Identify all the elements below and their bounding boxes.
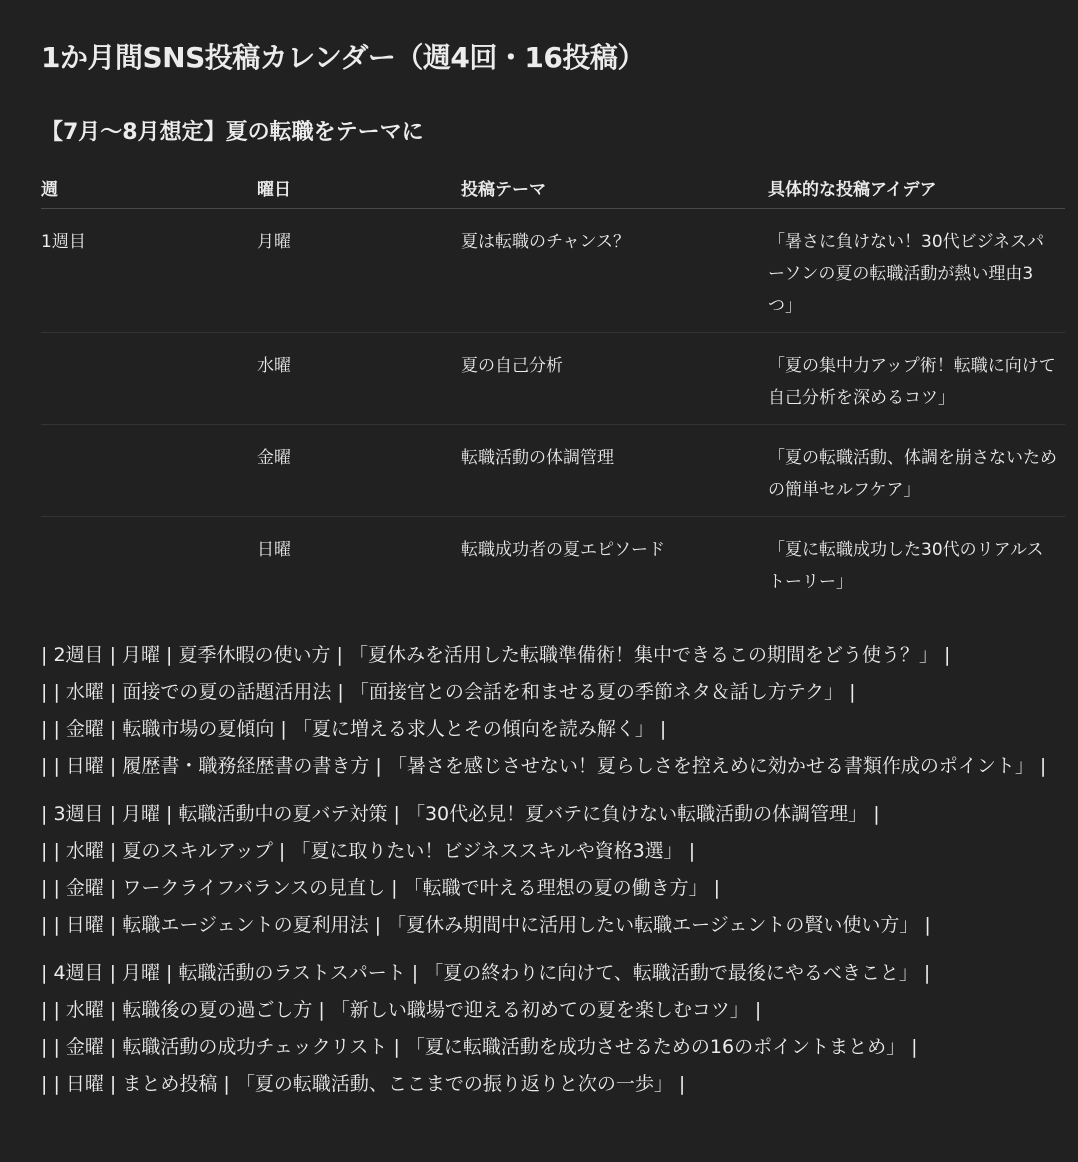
cell-idea: 「夏に転職成功した30代のリアルストーリー」 xyxy=(768,539,1044,592)
schedule-line: | | 日曜 | まとめ投稿 | 「夏の転職活動、ここまでの振り返りと次の一歩」 | xyxy=(41,1073,686,1095)
schedule-line: | | 日曜 | 履歴書・職務経歴書の書き方 | 「暑さを感じさせない！夏らしさを控えめに効かせる書類作成のポイント」 | xyxy=(41,755,1047,777)
calendar-table xyxy=(41,168,1065,608)
header-theme: 投稿テーマ xyxy=(461,168,768,208)
cell-week xyxy=(41,332,257,424)
schedule-line: | 2週目 | 月曜 | 夏季休暇の使い方 | 「夏休みを活用した転職準備術！集中できるこの期間をどう使う？」 | xyxy=(41,644,951,666)
table-header-row xyxy=(41,168,1065,208)
plain-text-schedule xyxy=(41,637,1071,1114)
header-idea: 具体的な投稿アイデア xyxy=(768,168,1065,208)
schedule-line: | 4週目 | 月曜 | 転職活動のラストスパート | 「夏の終わりに向けて、転職活動で最後にやるべきこと」 | xyxy=(41,962,931,984)
schedule-line: | | 金曜 | 転職市場の夏傾向 | 「夏に増える求人とその傾向を読み解く」 | xyxy=(41,718,667,740)
week-4-block xyxy=(41,955,1071,1103)
cell-day: 金曜 xyxy=(257,424,461,516)
week-3-block xyxy=(41,796,1071,944)
section-subtitle: 【7月〜8月想定】夏の転職をテーマに xyxy=(41,120,424,145)
page-title: 1か月間SNS投稿カレンダー（週4回・16投稿） xyxy=(41,41,645,74)
table-row xyxy=(41,332,1065,424)
schedule-line: | | 水曜 | 面接での夏の話題活用法 | 「面接官との会話を和ませる夏の季節ネタ＆話し方テク」 | xyxy=(41,681,856,703)
cell-theme: 転職成功者の夏エピソード xyxy=(461,539,665,560)
cell-theme: 転職活動の体調管理 xyxy=(461,424,768,516)
schedule-line: | | 水曜 | 夏のスキルアップ | 「夏に取りたい！ビジネススキルや資格3選」 | xyxy=(41,840,696,862)
schedule-line: | 3週目 | 月曜 | 転職活動中の夏バテ対策 | 「30代必見！夏バテに負けない転職活動の体調管理」 | xyxy=(41,803,880,825)
cell-theme: 夏の自己分析 xyxy=(461,332,768,424)
week-2-block xyxy=(41,637,1071,785)
cell-week: 1週目 xyxy=(41,208,257,332)
cell-idea: 「暑さに負けない！30代ビジネスパーソンの夏の転職活動が熱い理由3つ」 xyxy=(768,208,1065,332)
cell-idea: 「夏の転職活動、体調を崩さないための簡単セルフケア」 xyxy=(768,424,1065,516)
schedule-line: | | 日曜 | 転職エージェントの夏利用法 | 「夏休み期間中に活用したい転職エージェントの賢い使い方」 | xyxy=(41,914,931,936)
schedule-line: | | 金曜 | ワークライフバランスの見直し | 「転職で叶える理想の夏の働き方」 | xyxy=(41,877,721,899)
header-week: 週 xyxy=(41,168,257,208)
cell-day: 水曜 xyxy=(257,332,461,424)
cell-day: 日曜 xyxy=(257,539,291,560)
cell-week xyxy=(41,516,257,608)
cell-day: 月曜 xyxy=(257,208,461,332)
cell-week xyxy=(41,424,257,516)
cell-theme: 夏は転職のチャンス？ xyxy=(461,208,768,332)
table-row xyxy=(41,208,1065,332)
cell-idea: 「夏の集中力アップ術！転職に向けて自己分析を深めるコツ」 xyxy=(768,332,1065,424)
table-row xyxy=(41,424,1065,516)
schedule-line: | | 水曜 | 転職後の夏の過ごし方 | 「新しい職場で迎える初めての夏を楽しむコツ」 | xyxy=(41,999,762,1021)
header-day: 曜日 xyxy=(257,168,461,208)
schedule-line: | | 金曜 | 転職活動の成功チェックリスト | 「夏に転職活動を成功させるための16のポイントまとめ」 | xyxy=(41,1036,918,1058)
table-row xyxy=(41,516,1065,608)
